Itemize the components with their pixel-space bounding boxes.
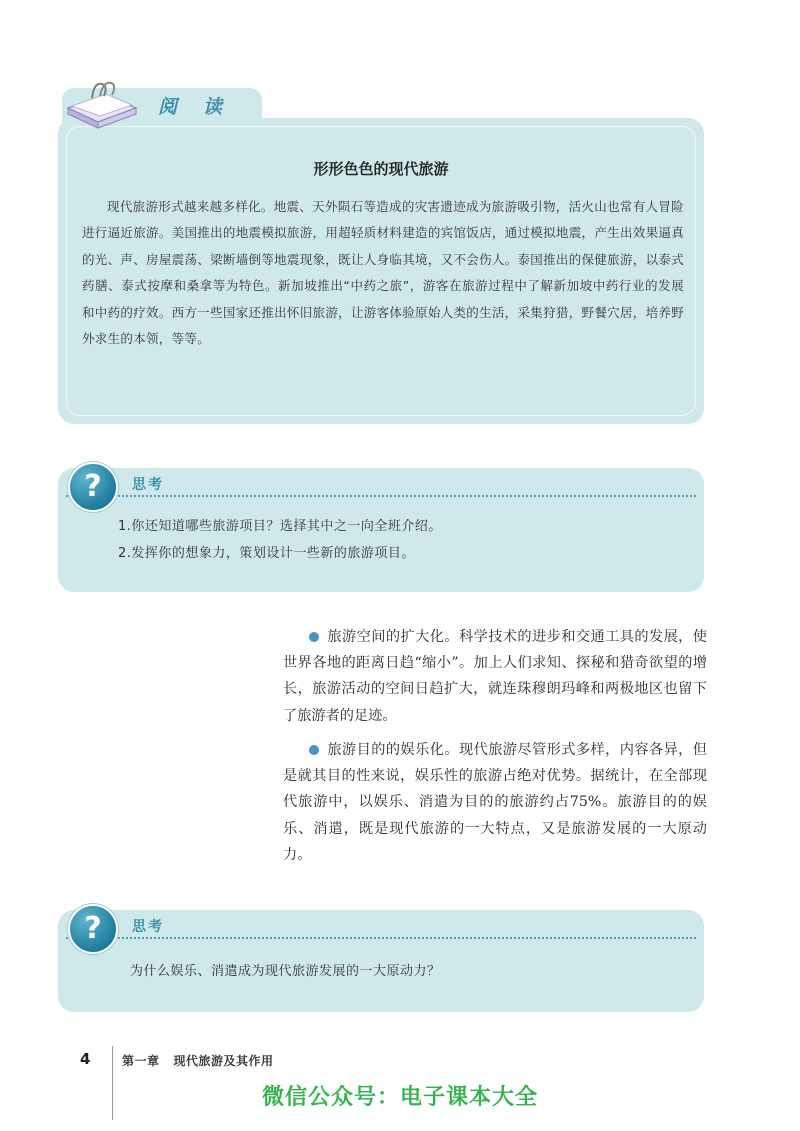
chapter-heading bbox=[122, 1052, 288, 1069]
think-label-1: 思考 bbox=[132, 477, 164, 493]
think-question: 为什么娱乐、消遣成为现代旅游发展的一大原动力？ bbox=[130, 964, 441, 979]
reading-body: 现代旅游形式越来越多样化。地震、天外陨石等造成的灾害遗迹成为旅游吸引物，活火山也常有人冒险进行逼近旅游。美国推出的地震模拟旅游，用超轻质材料建造的宾馆饭店，通过模拟地震，产生出效果逼真的光、声、房屋震荡、梁断墙倒等地震现象，既让人身临其境，又不会伤人。泰国推出的保健旅游，以泰式药膳、泰式按摩和桑拿等为特色。新加坡推出“中药之旅”，游客在旅游过程中了解新加坡中药行业的发展和中药的疗效。西方一些国家还推出怀旧旅游，让游客体验原始人类的生活，采集狩猎，野餐穴居，培养野外求生的本领，等等。 bbox=[82, 199, 684, 347]
page-number: 4 bbox=[80, 1050, 91, 1068]
question-icon: ? bbox=[68, 462, 118, 512]
chapter-number: 第一章 bbox=[122, 1054, 160, 1068]
paragraph-text: 旅游目的的娱乐化。现代旅游尽管形式多样，内容各异，但是就其目的性来说，娱乐性的旅游占绝对优势。据统计，在全部现代旅游中，以娱乐、消遣为目的的旅游约占75%。旅游目的的娱乐、消遣，既是现代旅游的一大特点，又是旅游发展的一大原动力。 bbox=[283, 742, 707, 863]
think-item-1: 1.你还知道哪些旅游项目？选择其中之一向全班介绍。 bbox=[118, 519, 442, 534]
question-icon: ? bbox=[68, 904, 118, 954]
bullet-icon bbox=[309, 745, 319, 755]
main-paragraph-2 bbox=[283, 737, 707, 868]
book-icon bbox=[62, 74, 142, 134]
paragraph-text: 旅游空间的扩大化。科学技术的进步和交通工具的发展，使世界各地的距离日趋“缩小”。加上人们求知、探秘和猎奇欲望的增长，旅游活动的空间日趋扩大，就连珠穆朗玛峰和两极地区也留下了旅游者的足迹。 bbox=[283, 629, 707, 724]
reading-tab-label: 阅读 bbox=[158, 96, 249, 118]
reading-title: 形形色色的现代旅游 bbox=[313, 160, 449, 178]
think-divider-2 bbox=[66, 937, 696, 939]
bullet-icon bbox=[309, 632, 319, 642]
chapter-title: 现代旅游及其作用 bbox=[173, 1054, 274, 1068]
main-paragraph-1 bbox=[283, 624, 707, 729]
watermark: 微信公众号：电子课本大全 bbox=[261, 1085, 538, 1110]
think-divider-1 bbox=[66, 495, 696, 497]
think-item-2: 2.发挥你的想象力，策划设计一些新的旅游项目。 bbox=[118, 546, 415, 561]
think-label-2: 思考 bbox=[132, 919, 164, 935]
